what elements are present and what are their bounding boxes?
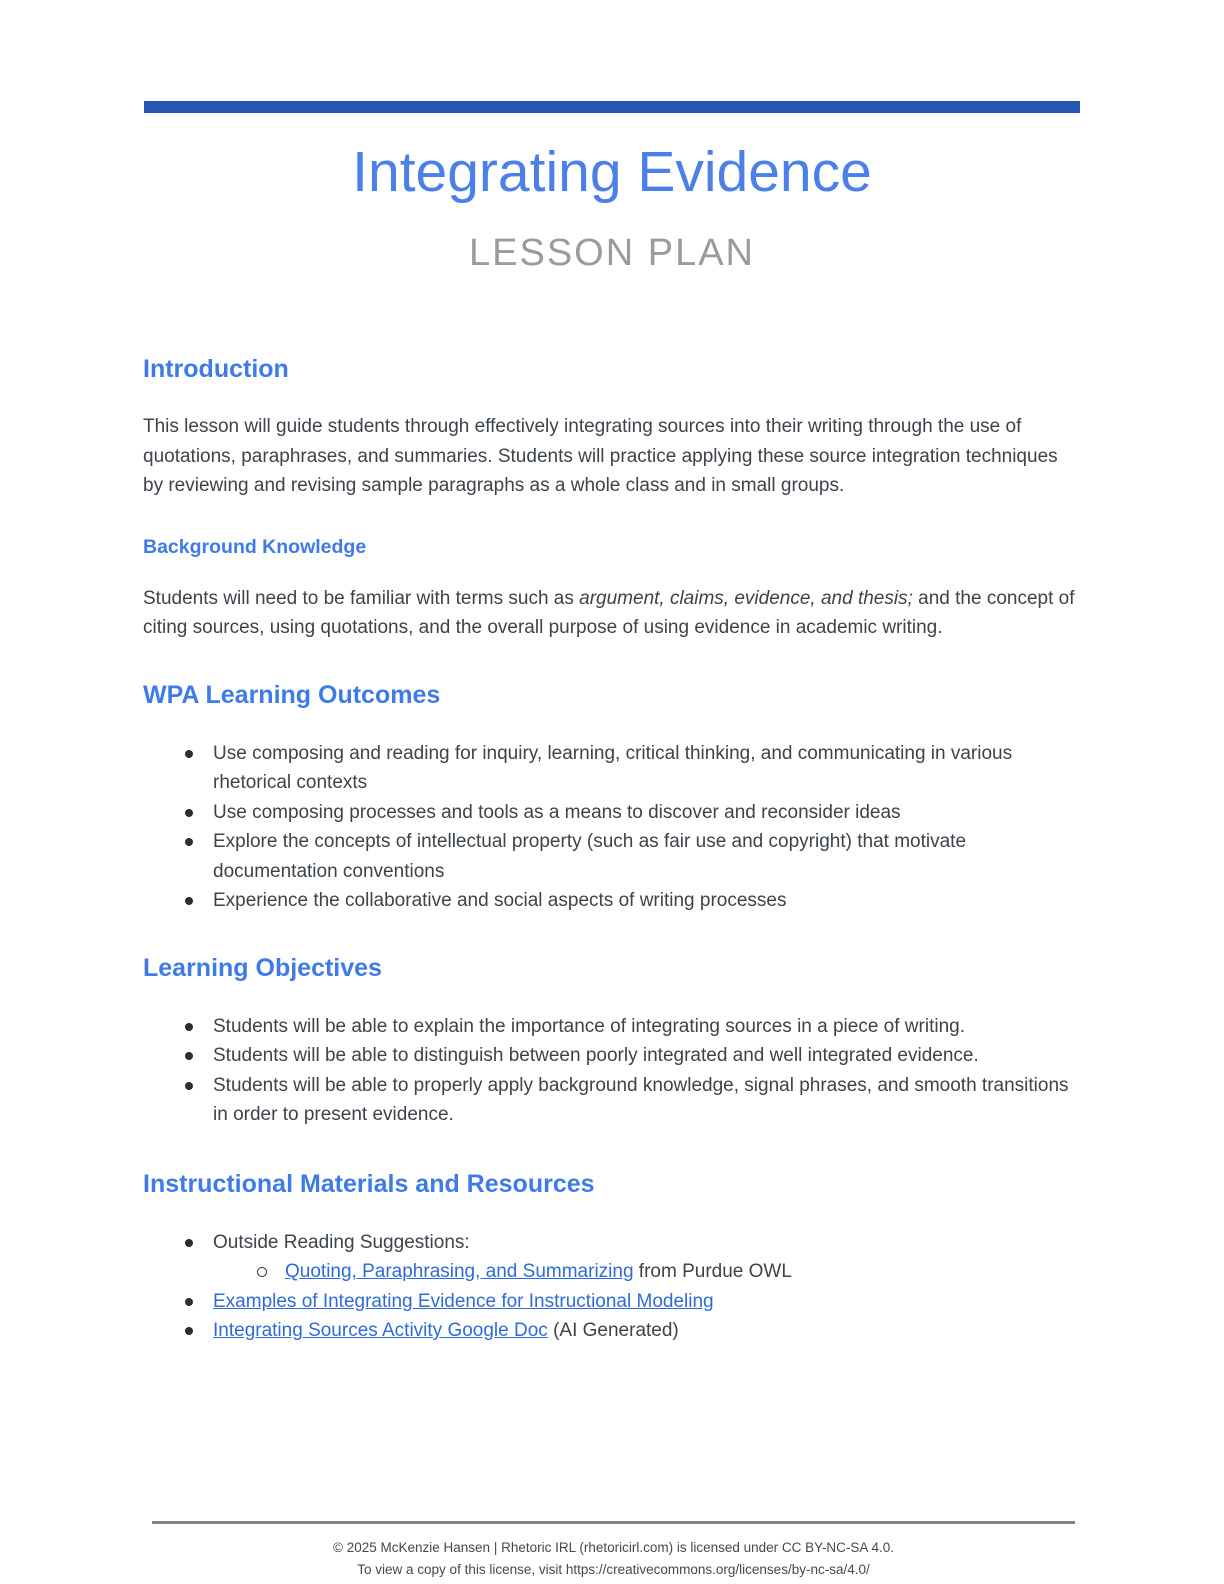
- footer-license-line2: To view a copy of this license, visit https://creativecommons.org/licenses/by-nc-sa/4.0/: [357, 1562, 870, 1577]
- examples-integrating-evidence-link[interactable]: Examples of Integrating Evidence for Instructional Modeling: [213, 1290, 714, 1312]
- list-item: Explore the concepts of intellectual property (such as fair use and copyright) that motivate documentation conventions: [143, 827, 1081, 886]
- list-item: [143, 1316, 1081, 1346]
- list-item: [143, 1228, 1081, 1287]
- page-footer: [152, 1521, 1075, 1581]
- section-heading-background-knowledge: Background Knowledge: [143, 535, 367, 558]
- list-item: Students will be able to properly apply background knowledge, signal phrases, and smooth transitions in order to present evidence.: [143, 1071, 1081, 1130]
- section-heading-wpa-learning-outcomes: WPA Learning Outcomes: [143, 680, 441, 709]
- activity-link-suffix: (AI Generated): [547, 1320, 679, 1341]
- section-heading-introduction: Introduction: [143, 355, 289, 383]
- introduction-paragraph: This lesson will guide students through effectively integrating sources into their writing through the use of quotations, paraphrases, and summaries. Students will practice applying these source integration techniques by reviewing and revising sample paragraphs as a whole class and in small groups.: [143, 416, 1058, 496]
- list-item: Experience the collaborative and social aspects of writing processes: [143, 886, 1081, 916]
- list-item: Students will be able to distinguish between poorly integrated and well integrated evidence.: [143, 1041, 1081, 1071]
- list-item: Use composing and reading for inquiry, learning, critical thinking, and communicating in various rhetorical contexts: [143, 739, 1081, 798]
- background-text-after-italic: and the concept of citing sources, using quotations, and the overall purpose of using evidence in academic writing.: [143, 587, 1075, 638]
- list-item: Use composing processes and tools as a means to discover and reconsider ideas: [143, 798, 1081, 828]
- document-body: [143, 353, 1081, 1346]
- background-text-before-italic: Students will need to be familiar with terms such as: [143, 587, 580, 609]
- materials-list: [143, 1228, 1081, 1346]
- outside-reading-label: Outside Reading Suggestions:: [213, 1231, 470, 1253]
- page-subtitle: LESSON PLAN: [469, 232, 755, 274]
- sub-link-suffix: from Purdue OWL: [633, 1261, 792, 1282]
- background-italic-terms: argument, claims, evidence, and thesis;: [579, 587, 913, 609]
- wpa-outcomes-list: [143, 739, 1081, 916]
- footer-divider: [152, 1521, 1075, 1524]
- learning-objectives-list: [143, 1012, 1081, 1130]
- background-knowledge-paragraph: [143, 584, 1081, 643]
- footer-license-line1: © 2025 McKenzie Hansen | Rhetoric IRL (rhetoricirl.com) is licensed under CC BY-NC-SA 4.0.: [333, 1540, 894, 1555]
- page-title: Integrating Evidence: [352, 140, 872, 204]
- list-item: Students will be able to explain the importance of integrating sources in a piece of writing.: [143, 1012, 1081, 1042]
- list-item: [143, 1287, 1081, 1317]
- section-heading-learning-objectives: Learning Objectives: [143, 953, 382, 982]
- section-heading-instructional-materials: Instructional Materials and Resources: [143, 1169, 595, 1198]
- sub-list-item: [143, 1257, 1081, 1287]
- quoting-paraphrasing-summarizing-link[interactable]: Quoting, Paraphrasing, and Summarizing: [285, 1261, 634, 1282]
- integrating-sources-activity-link[interactable]: Integrating Sources Activity Google Doc: [213, 1320, 548, 1341]
- title-accent-bar: [144, 101, 1080, 113]
